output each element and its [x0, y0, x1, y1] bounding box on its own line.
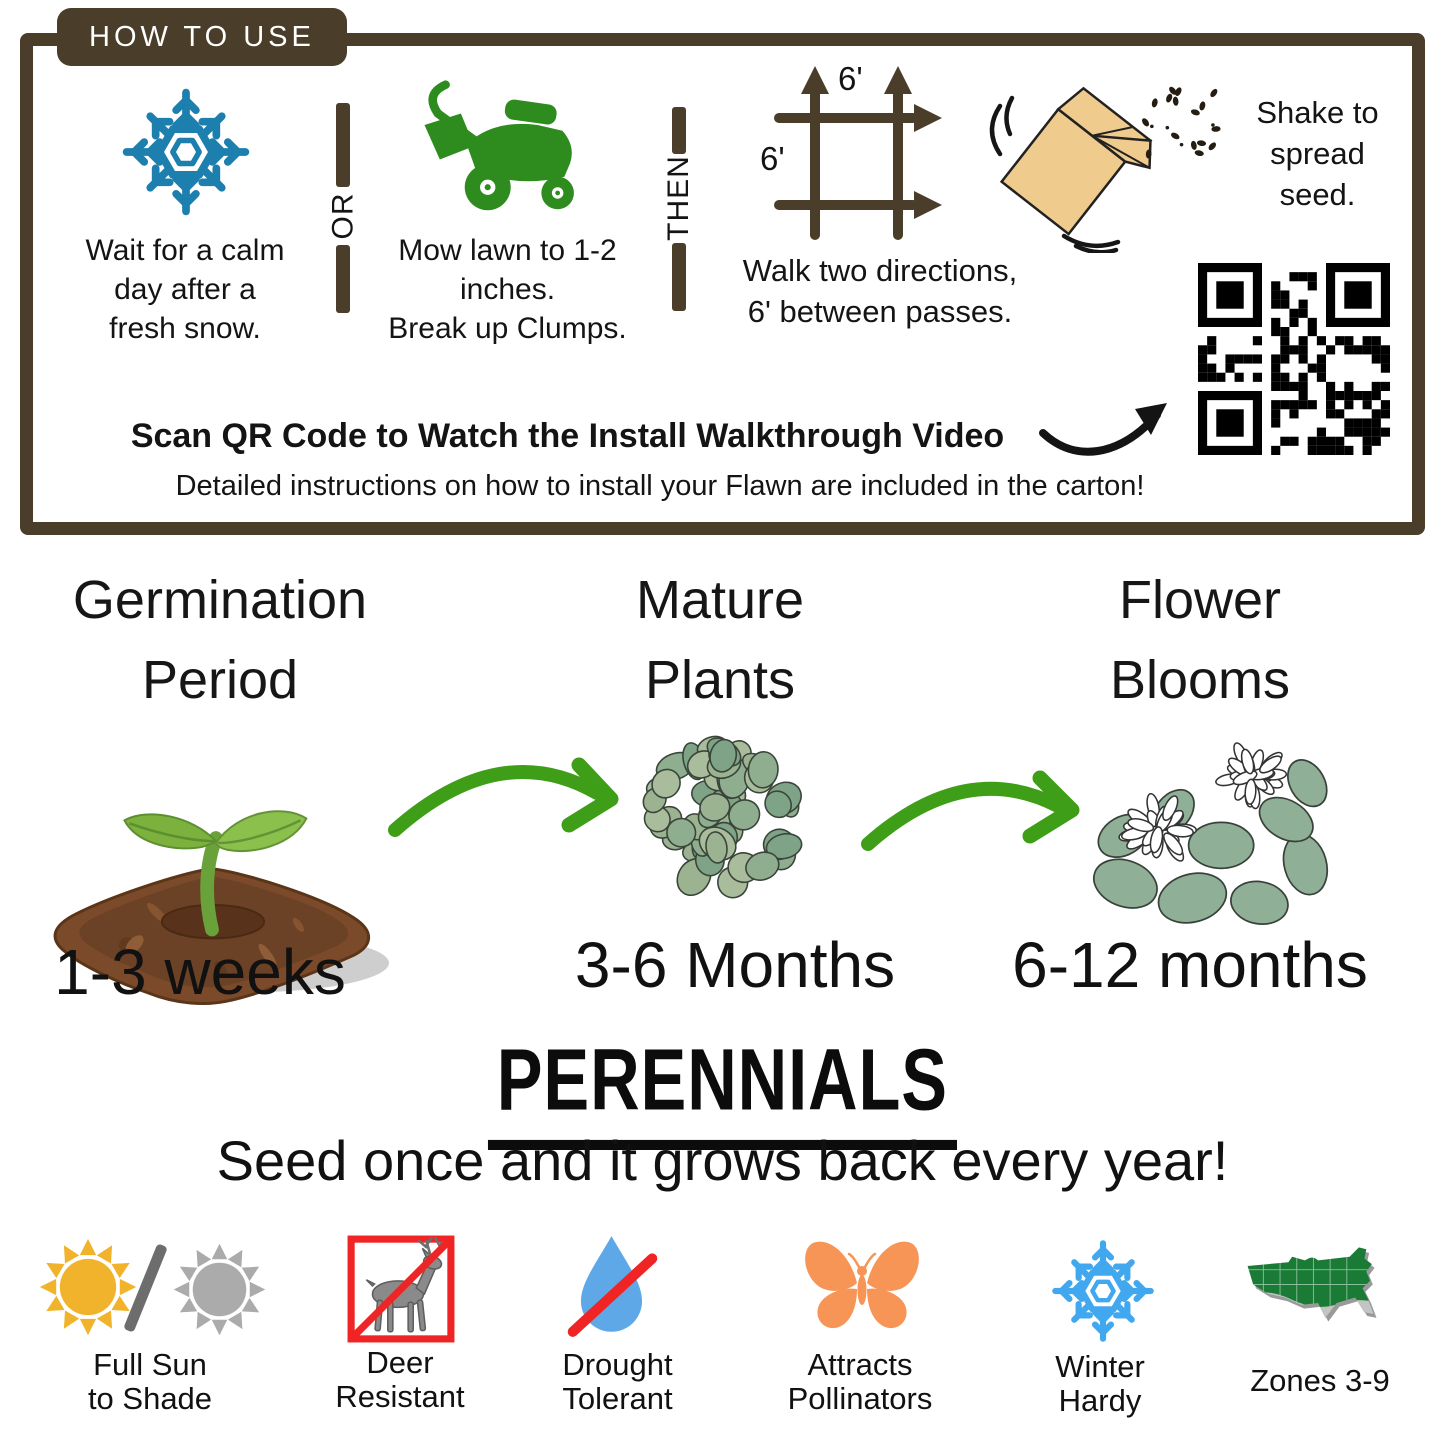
butterfly-icon	[795, 1233, 929, 1338]
divider-bar	[672, 107, 686, 154]
perennials-subheading: Seed once and it grows back every year!	[216, 1129, 1229, 1192]
caption-line: day after a	[114, 273, 256, 306]
caption-line: fresh snow.	[109, 312, 261, 345]
snowflake-icon	[120, 86, 252, 218]
growth-arrow-icon	[385, 735, 635, 850]
clover-blooms-illustration	[1068, 712, 1336, 950]
stage-title-blooms: Flower Blooms	[1109, 570, 1291, 710]
shake-caption	[1235, 92, 1400, 215]
feature-label-sun: Full Sun to Shade	[87, 1347, 213, 1416]
mow-caption	[370, 231, 645, 348]
clover-clump-illustration	[628, 720, 816, 912]
no-water-icon	[558, 1230, 666, 1344]
caption-line: Break up Clumps.	[388, 312, 627, 345]
divider-bar	[336, 103, 350, 187]
sun-icon	[38, 1237, 138, 1337]
detail-text: Detailed instructions on how to install your Flawn are included in the carton!	[175, 470, 1145, 502]
feature-label-deer: Deer Resistant	[335, 1345, 465, 1414]
shade-sun-icon	[172, 1242, 267, 1337]
divider-bar	[672, 243, 686, 311]
qr-code	[1198, 263, 1390, 455]
caption-line: spread	[1270, 136, 1365, 171]
feature-label-drought: Drought Tolerant	[562, 1347, 673, 1416]
caption-line: seed.	[1279, 177, 1356, 212]
no-deer-icon	[345, 1233, 457, 1345]
duration-mature: 3-6 Months	[574, 929, 896, 1001]
caption-line: Mow lawn to 1-2	[398, 234, 617, 267]
us-zones-map-icon	[1240, 1240, 1398, 1342]
stage-title-mature: Mature Plants	[635, 570, 805, 710]
spacing-label-top: 6'	[838, 60, 863, 97]
caption-line: 6' between passes.	[747, 294, 1013, 329]
snowflake-icon	[1050, 1238, 1156, 1344]
duration-blooms: 6-12 months	[1012, 929, 1368, 1001]
curved-arrow-icon	[1035, 395, 1185, 470]
walk-caption	[700, 250, 1060, 332]
caption-line: inches.	[459, 273, 556, 306]
divider-or: OR	[326, 192, 359, 240]
seed-carton-icon	[972, 68, 1242, 253]
growth-arrow-icon	[860, 752, 1095, 862]
perennials-heading: PERENNIALS	[488, 1029, 957, 1150]
spacing-label-left: 6'	[760, 140, 785, 177]
snow-caption	[50, 231, 320, 348]
feature-label-pollinators: Attracts Pollinators	[787, 1347, 933, 1416]
feature-label-winter: Winter Hardy	[1055, 1349, 1145, 1418]
caption-line: Wait for a calm	[85, 234, 285, 267]
caption-line: Walk two directions,	[742, 253, 1018, 288]
divider-then: THEN	[662, 155, 696, 241]
divider-bar	[336, 245, 350, 313]
how-to-use-tab: HOW TO USE	[57, 8, 347, 66]
stage-title-germination: Germination Period	[72, 570, 368, 710]
lawn-mower-icon	[413, 72, 595, 222]
scan-qr-text: Scan QR Code to Watch the Install Walkthrough Video	[130, 417, 1005, 455]
duration-germination: 1-3 weeks	[54, 936, 346, 1008]
feature-label-zones: Zones 3-9	[1250, 1363, 1390, 1398]
caption-line: Shake to	[1256, 95, 1379, 130]
